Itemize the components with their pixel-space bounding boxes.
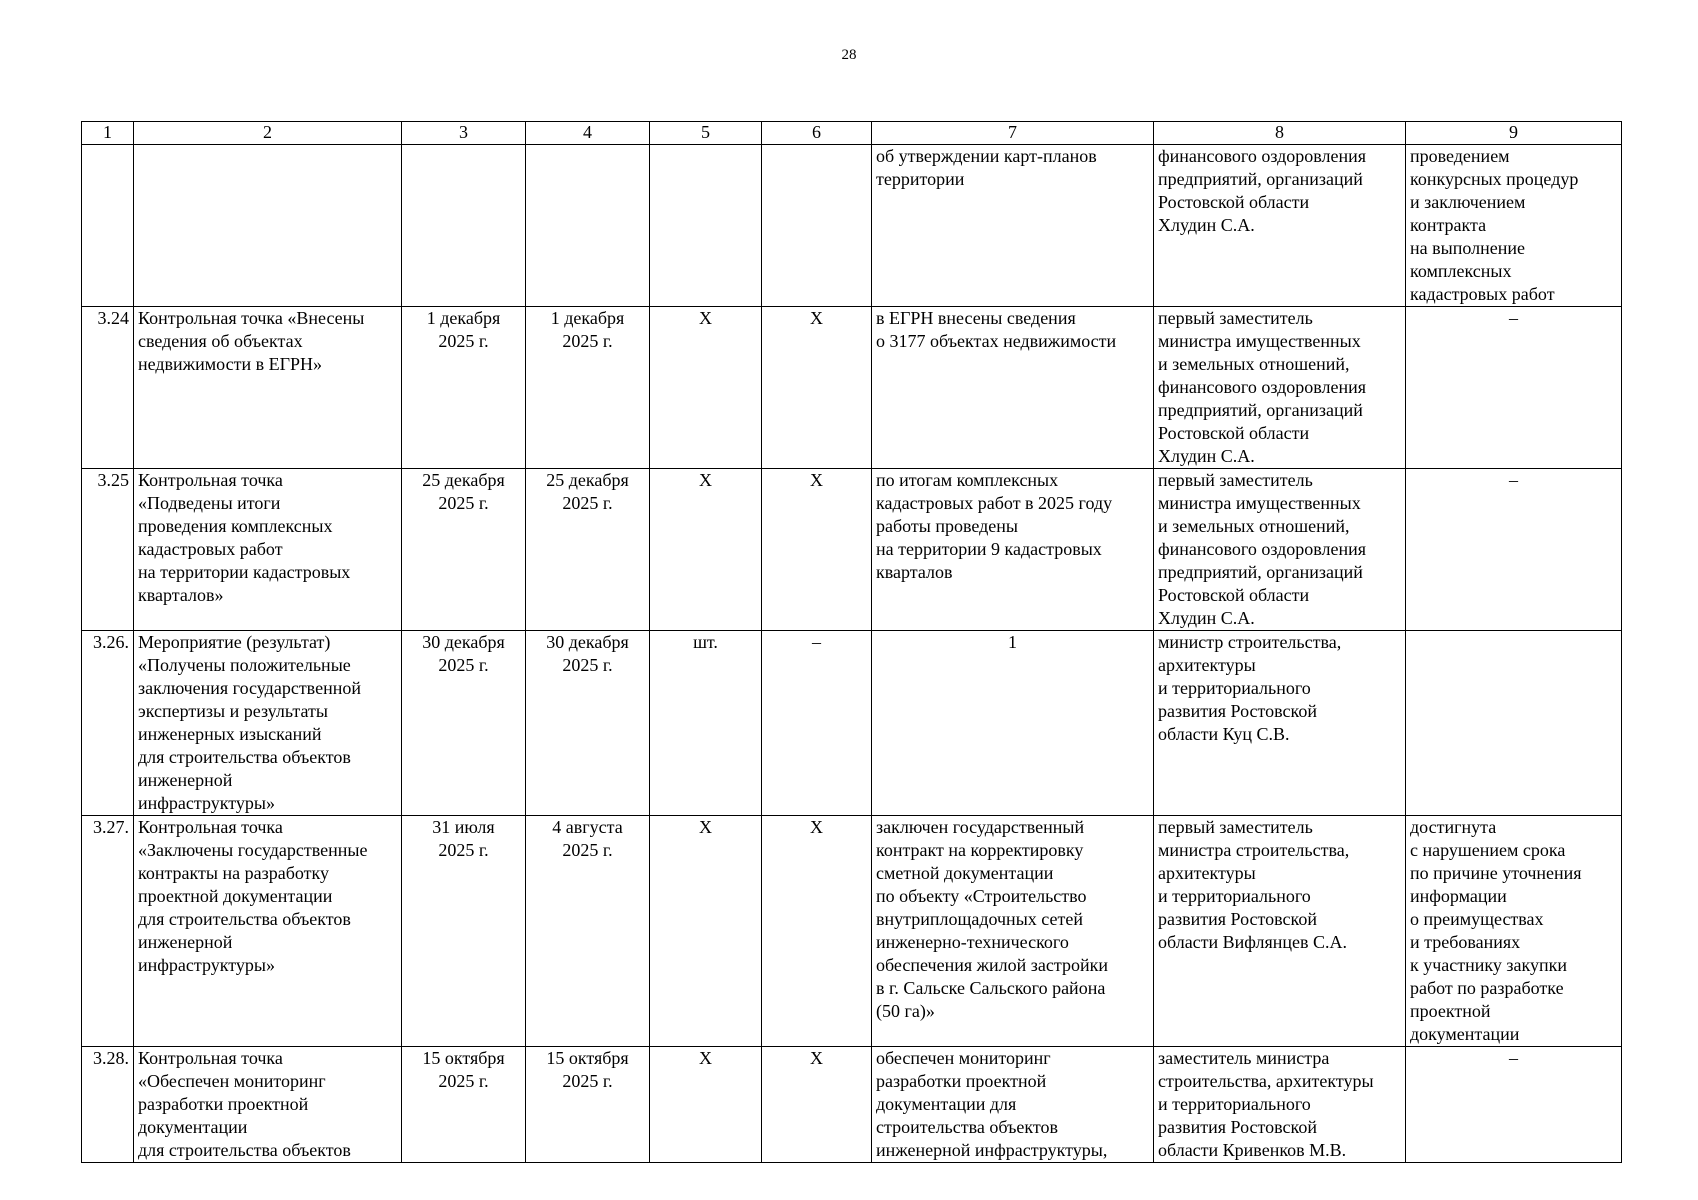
header-cell-1: 1 xyxy=(82,122,134,145)
unit: Х xyxy=(650,307,762,469)
table-row xyxy=(82,816,1622,1047)
unit xyxy=(650,145,762,307)
header-cell-5: 5 xyxy=(650,122,762,145)
note: – xyxy=(1406,469,1622,631)
row-number: 3.28. xyxy=(82,1047,134,1163)
header-cell-3: 3 xyxy=(402,122,526,145)
start-date: 30 декабря 2025 г. xyxy=(402,631,526,816)
unit: Х xyxy=(650,816,762,1047)
responsible: первый заместитель министра имущественных и земельных отношений, финансового оздоровления предприятий, организаций Ростовской области Хлудин С.А. xyxy=(1154,469,1406,631)
header-cell-9: 9 xyxy=(1406,122,1622,145)
header-cell-2: 2 xyxy=(134,122,402,145)
base-value: Х xyxy=(762,1047,872,1163)
row-number: 3.26. xyxy=(82,631,134,816)
result: в ЕГРН внесены сведения о 3177 объектах недвижимости xyxy=(872,307,1154,469)
row-number: 3.24 xyxy=(82,307,134,469)
row-number xyxy=(82,145,134,307)
result: заключен государственный контракт на корректировку сметной документации по объекту «Строительство внутриплощадочных сетей инженерно-технического обеспечения жилой застройки в г. Сальске Сальского района (50 га)» xyxy=(872,816,1154,1047)
row-number: 3.27. xyxy=(82,816,134,1047)
start-date: 15 октября 2025 г. xyxy=(402,1047,526,1163)
note xyxy=(1406,631,1622,816)
end-date: 1 декабря 2025 г. xyxy=(526,307,650,469)
row-number: 3.25 xyxy=(82,469,134,631)
note: – xyxy=(1406,1047,1622,1163)
unit: Х xyxy=(650,1047,762,1163)
table-row xyxy=(82,307,1622,469)
plan-table xyxy=(81,121,1622,1163)
base-value xyxy=(762,145,872,307)
base-value: Х xyxy=(762,469,872,631)
result: 1 xyxy=(872,631,1154,816)
note: – xyxy=(1406,307,1622,469)
activity-name: Контрольная точка «Подведены итоги проведения комплексных кадастровых работ на территории кадастровых кварталов» xyxy=(134,469,402,631)
start-date: 31 июля 2025 г. xyxy=(402,816,526,1047)
result: обеспечен мониторинг разработки проектной документации для строительства объектов инженерной инфраструктуры, xyxy=(872,1047,1154,1163)
table-row xyxy=(82,469,1622,631)
result: об утверждении карт-планов территории xyxy=(872,145,1154,307)
responsible: первый заместитель министра имущественных и земельных отношений, финансового оздоровления предприятий, организаций Ростовской области Хлудин С.А. xyxy=(1154,307,1406,469)
end-date: 4 августа 2025 г. xyxy=(526,816,650,1047)
activity-name xyxy=(134,145,402,307)
activity-name: Контрольная точка «Внесены сведения об объектах недвижимости в ЕГРН» xyxy=(134,307,402,469)
responsible: заместитель министра строительства, архитектуры и территориального развития Ростовской области Кривенков М.В. xyxy=(1154,1047,1406,1163)
activity-name: Контрольная точка «Заключены государственные контракты на разработку проектной документации для строительства объектов инженерной инфраструктуры» xyxy=(134,816,402,1047)
note: проведением конкурсных процедур и заключением контракта на выполнение комплексных кадастровых работ xyxy=(1406,145,1622,307)
header-cell-4: 4 xyxy=(526,122,650,145)
table-row xyxy=(82,1047,1622,1163)
responsible: финансового оздоровления предприятий, организаций Ростовской области Хлудин С.А. xyxy=(1154,145,1406,307)
responsible: первый заместитель министра строительства, архитектуры и территориального развития Ростовской области Вифлянцев С.А. xyxy=(1154,816,1406,1047)
base-value: – xyxy=(762,631,872,816)
note: достигнута с нарушением срока по причине уточнения информации о преимуществах и требованиях к участнику закупки работ по разработке проектной документации xyxy=(1406,816,1622,1047)
end-date: 15 октября 2025 г. xyxy=(526,1047,650,1163)
unit: шт. xyxy=(650,631,762,816)
end-date xyxy=(526,145,650,307)
start-date: 25 декабря 2025 г. xyxy=(402,469,526,631)
table-row xyxy=(82,631,1622,816)
column-number-row xyxy=(82,122,1622,145)
page-number: 28 xyxy=(841,47,857,63)
activity-name: Контрольная точка «Обеспечен мониторинг разработки проектной документации для строительства объектов xyxy=(134,1047,402,1163)
unit: Х xyxy=(650,469,762,631)
start-date xyxy=(402,145,526,307)
base-value: Х xyxy=(762,307,872,469)
header-cell-8: 8 xyxy=(1154,122,1406,145)
result: по итогам комплексных кадастровых работ в 2025 году работы проведены на территории 9 кадастровых кварталов xyxy=(872,469,1154,631)
start-date: 1 декабря 2025 г. xyxy=(402,307,526,469)
base-value: Х xyxy=(762,816,872,1047)
responsible: министр строительства, архитектуры и территориального развития Ростовской области Куц С.В. xyxy=(1154,631,1406,816)
header-cell-7: 7 xyxy=(872,122,1154,145)
end-date: 25 декабря 2025 г. xyxy=(526,469,650,631)
end-date: 30 декабря 2025 г. xyxy=(526,631,650,816)
activity-name: Мероприятие (результат) «Получены положительные заключения государственной экспертизы и результаты инженерных изысканий для строительства объектов инженерной инфраструктуры» xyxy=(134,631,402,816)
header-cell-6: 6 xyxy=(762,122,872,145)
table-row xyxy=(82,145,1622,307)
